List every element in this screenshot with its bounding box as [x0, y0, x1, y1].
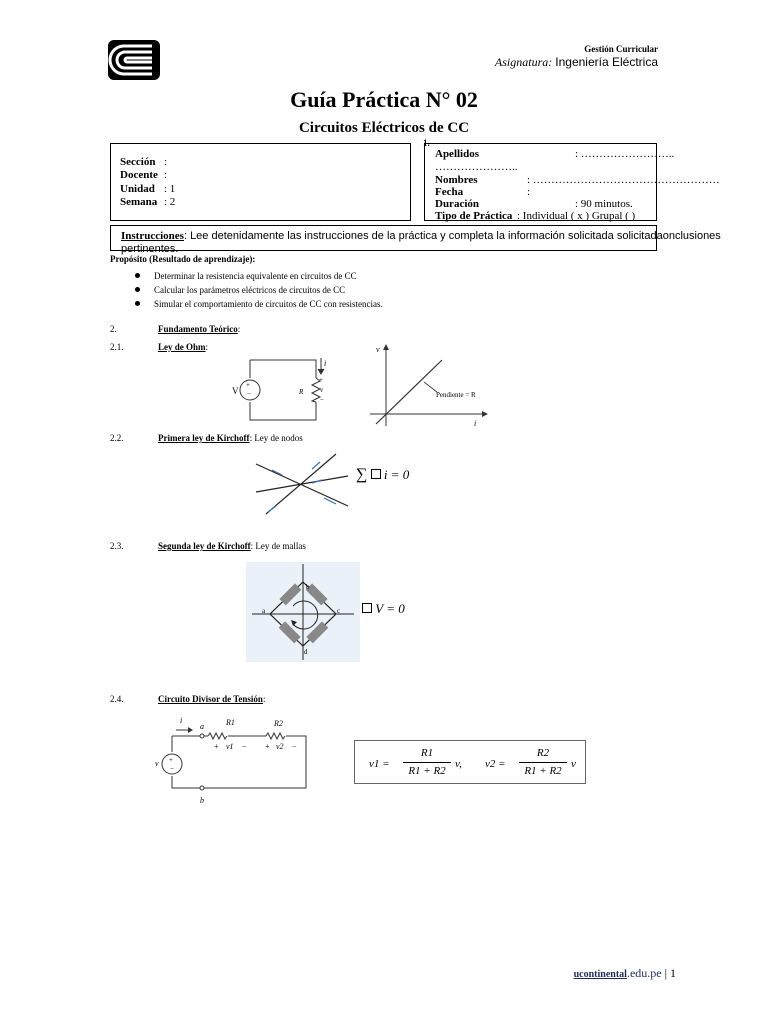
i-axis-label: i: [474, 419, 477, 428]
proposito-item-text: Simular el comportamiento de circuitos de CC con resistencias.: [154, 299, 383, 309]
fundamento-heading: [110, 324, 240, 335]
node-a: a: [200, 722, 204, 731]
nombres-value: : ……………………………………………: [527, 174, 720, 186]
formula-v1-den: R1 + R2: [408, 765, 446, 777]
section-title: Fundamento Teórico: [158, 324, 238, 334]
footer-domain: .edu.pe: [626, 966, 662, 980]
instrucciones-box: [110, 225, 721, 255]
unidad-label: Unidad: [120, 183, 155, 195]
ohm-graph-figure: [362, 342, 492, 430]
footer: [574, 966, 676, 981]
source-minus: −: [247, 390, 251, 398]
node-c: c: [337, 607, 341, 615]
divider-formula-box: [354, 740, 586, 784]
section-rest: : Ley de mallas: [250, 541, 306, 551]
proposito-item: [135, 299, 383, 310]
semana-row: [120, 196, 175, 209]
kvl-equation: [362, 601, 405, 617]
v2-minus: −: [292, 742, 297, 751]
duracion-label: Duración: [435, 198, 479, 210]
source-v: v: [155, 759, 159, 768]
seccion-label: Sección: [120, 156, 156, 168]
proposito-item: [135, 271, 357, 282]
seccion-row: [120, 156, 167, 169]
source-plus: +: [169, 756, 173, 764]
fecha-value: :: [527, 186, 531, 198]
r-minus: −: [320, 396, 324, 404]
checkbox-icon: [362, 603, 372, 613]
apellidos-row: [435, 148, 674, 161]
proposito-item: [135, 285, 345, 296]
bullet-icon: [135, 287, 140, 292]
slope-label: Pendiente = R: [436, 391, 476, 399]
instrucciones-label: Instrucciones: [121, 230, 184, 242]
tipo-practica-row: [435, 210, 635, 223]
info-left-box: [110, 143, 411, 221]
formula-v1-tail: v,: [455, 758, 462, 770]
proposito-title: Propósito (Resultado de aprendizaje):: [110, 254, 256, 264]
section-kvl: [110, 541, 306, 552]
page-title: Guía Práctica N° 02: [290, 87, 478, 112]
asignatura-label: Asignatura:: [494, 55, 553, 69]
page-marker: 1.: [423, 138, 430, 148]
checkbox-icon: [371, 469, 381, 479]
fraction-bar: [519, 762, 567, 763]
kcl-node-figure: [252, 450, 352, 520]
ohm-circuit-figure: [228, 356, 330, 424]
v2-plus: +: [265, 742, 270, 751]
section-rest: :: [205, 342, 209, 352]
formula-v2-den: R1 + R2: [524, 765, 562, 777]
seccion-value: :: [164, 156, 168, 168]
semana-label: Semana: [120, 196, 158, 208]
duracion-value: : 90 minutos.: [575, 198, 633, 210]
v-axis-label: v: [376, 345, 380, 354]
section-number: 2.: [110, 324, 117, 334]
kcl-equation: [356, 466, 409, 484]
node-b: b: [200, 796, 204, 805]
tipo-practica-label: Tipo de Práctica: [435, 210, 513, 222]
kcl-equation-text: i = 0: [383, 467, 410, 482]
v1-plus: +: [214, 742, 219, 751]
ucontinental-logo: [108, 40, 160, 80]
proposito-item-text: Calcular los parámetros eléctricos de circuitos de CC: [154, 285, 346, 295]
formula-v2-lhs: v2 =: [485, 758, 506, 770]
bullet-icon: [135, 273, 140, 278]
source-label: V: [232, 386, 239, 396]
formula-v2-num: R2: [536, 747, 550, 759]
section-rest: : Ley de nodos: [249, 433, 303, 443]
source-minus: −: [170, 765, 174, 773]
section-number: 2.4.: [110, 694, 124, 704]
resistor-label: R: [299, 388, 304, 396]
footer-brand: ucontinental: [573, 969, 627, 980]
gestion-curricular: Gestión Curricular: [584, 44, 658, 54]
divider-circuit-figure: [150, 712, 312, 806]
formula-v1-num: R1: [420, 747, 434, 759]
section-number: 2.2.: [110, 433, 124, 443]
r-plus: +: [319, 376, 323, 384]
v1-minus: −: [242, 742, 247, 751]
docente-value: :: [164, 169, 168, 181]
tipo-practica-value: : Individual ( x ) Grupal ( ): [517, 210, 636, 222]
apellidos-label: Apellidos: [435, 148, 480, 160]
instrucciones-text: [121, 230, 721, 243]
section-title: Circuito Divisor de Tensión: [158, 694, 263, 704]
section-title: Segunda ley de Kirchoff: [158, 541, 251, 551]
section-number: 2.1.: [110, 342, 124, 352]
apellidos-cont: …………………..: [435, 161, 518, 173]
v1-label: v1: [226, 742, 234, 751]
info-right-box: [424, 143, 720, 222]
source-plus: +: [246, 381, 250, 389]
formula-v1-lhs: v1 =: [369, 758, 390, 770]
section-ohm: [110, 342, 208, 353]
asignatura: [495, 55, 658, 70]
node-b: b: [306, 583, 310, 591]
r1-label: R1: [226, 718, 235, 727]
section-divisor: [110, 694, 265, 705]
section-title: Ley de Ohm: [158, 342, 206, 352]
section-title: Primera ley de Kirchoff: [158, 433, 250, 443]
nombres-label: Nombres: [435, 174, 478, 186]
footer-separator: |: [664, 966, 667, 980]
r2-label: R2: [274, 719, 283, 728]
formula-v2-tail: v: [571, 758, 576, 770]
instrucciones-body: : Lee detenidamente las instrucciones de la práctica y completa la información solicitada solicitadaonclusiones: [183, 230, 721, 242]
current-label: i: [324, 359, 327, 368]
section-colon: :: [237, 324, 241, 334]
unidad-value: : 1: [164, 183, 176, 195]
apellidos-value: : ……………………..: [575, 148, 675, 160]
bullet-icon: [135, 301, 140, 306]
section-kcl: [110, 433, 303, 444]
section-rest: :: [262, 694, 266, 704]
proposito-item-text: Determinar la resistencia equivalente en circuitos de CC: [154, 271, 357, 281]
docente-label: Docente: [120, 169, 158, 181]
instrucciones-cont: pertinentes.: [121, 243, 179, 255]
current-i: i: [180, 716, 183, 725]
page-subtitle: Circuitos Eléctricos de CC: [298, 120, 470, 136]
docente-row: [120, 169, 167, 182]
unidad-row: [120, 183, 175, 196]
v2-label: v2: [276, 742, 284, 751]
page-number: 1: [670, 966, 676, 980]
kvl-mesh-figure: [246, 562, 360, 662]
node-a: a: [262, 607, 266, 615]
fecha-label: Fecha: [435, 186, 464, 198]
r-voltage: v: [320, 386, 324, 394]
asignatura-value: Ingeniería Eléctrica: [555, 55, 658, 69]
sum-icon: ∑: [356, 466, 368, 483]
kvl-equation-text: V = 0: [375, 601, 405, 616]
fraction-bar: [403, 762, 451, 763]
semana-value: : 2: [164, 196, 176, 208]
node-d: d: [304, 648, 308, 656]
section-number: 2.3.: [110, 541, 124, 551]
